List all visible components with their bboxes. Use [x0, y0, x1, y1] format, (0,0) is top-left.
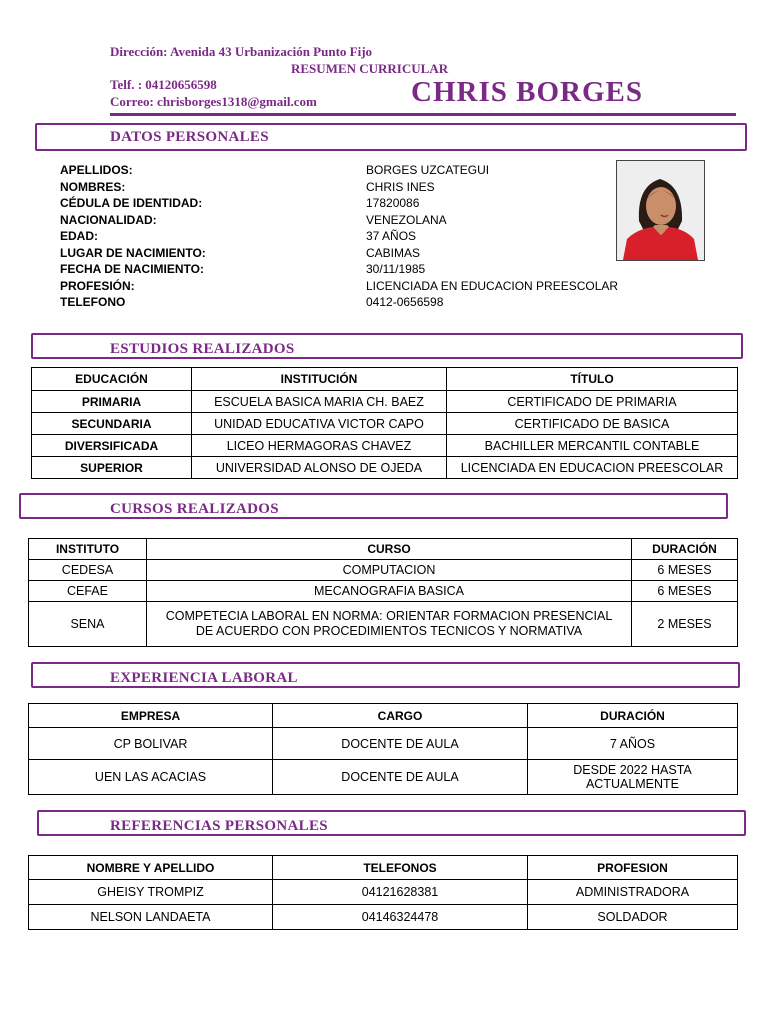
table-cell: UEN LAS ACACIAS — [29, 760, 273, 795]
table-cell: CERTIFICADO DE PRIMARIA — [447, 391, 738, 413]
section-experience-title: EXPERIENCIA LABORAL — [110, 670, 298, 686]
portrait-image — [617, 161, 704, 260]
header-empresa: EMPRESA — [29, 704, 273, 728]
table-row — [32, 413, 738, 435]
header-phone: Telf. : 04120656598 — [110, 77, 217, 92]
table-cell: DOCENTE DE AULA — [273, 728, 528, 760]
value-apellidos: BORGES UZCATEGUI — [366, 163, 490, 177]
header-instituto: INSTITUTO — [29, 539, 147, 560]
section-studies-title: ESTUDIOS REALIZADOS — [110, 341, 295, 357]
header-telefonos: TELEFONOS — [273, 856, 528, 880]
header-duracion: DURACIÓN — [528, 704, 738, 728]
table-cell: COMPETECIA LABORAL EN NORMA: ORIENTAR FORMACION PRESENCIAL DE ACUERDO CON PROCEDIMIENTOS TECNICOS Y NORMATIVA — [147, 602, 632, 647]
table-cell: SENA — [29, 602, 147, 647]
table-cell: SECUNDARIA — [32, 413, 192, 435]
label-cedula: CÉDULA DE IDENTIDAD: — [60, 196, 203, 210]
table-cell: ADMINISTRADORA — [528, 880, 738, 905]
table-cell: BACHILLER MERCANTIL CONTABLE — [447, 435, 738, 457]
label-lugar-nacimiento: LUGAR DE NACIMIENTO: — [60, 245, 206, 260]
table-cell: 2 MESES — [632, 602, 738, 647]
table-cell: 7 AÑOS — [528, 728, 738, 760]
table-cell: CEDESA — [29, 560, 147, 581]
table-cell: CP BOLIVAR — [29, 728, 273, 760]
table-cell: LICEO HERMAGORAS CHAVEZ — [192, 435, 447, 457]
table-cell: CERTIFICADO DE BASICA — [447, 413, 738, 435]
experience-table — [28, 703, 738, 795]
value-lugar-nacimiento: CABIMAS — [366, 245, 421, 260]
candidate-name: CHRIS BORGES — [411, 76, 643, 108]
table-row — [32, 457, 738, 479]
table-row — [29, 880, 738, 905]
table-row — [29, 760, 738, 795]
table-header-row — [32, 368, 738, 391]
table-cell: MECANOGRAFIA BASICA — [147, 581, 632, 602]
studies-table — [31, 367, 738, 479]
personal-labels — [60, 162, 360, 311]
courses-table — [28, 538, 738, 647]
header-profesion: PROFESION — [528, 856, 738, 880]
header-duracion: DURACIÓN — [632, 539, 738, 560]
table-cell: SOLDADOR — [528, 905, 738, 930]
value-nombres: CHRIS INES — [366, 179, 435, 194]
value-profesion: LICENCIADA EN EDUCACION PREESCOLAR — [366, 278, 619, 293]
table-row — [32, 391, 738, 413]
label-nacionalidad: NACIONALIDAD: — [60, 212, 157, 227]
header-address: Dirección: Avenida 43 Urbanización Punto Fijo — [110, 44, 373, 59]
label-profesion: PROFESIÓN: — [60, 278, 135, 293]
label-nombres: NOMBRES: — [60, 179, 126, 194]
table-row — [29, 602, 738, 647]
profile-photo — [616, 160, 705, 261]
table-cell: LICENCIADA EN EDUCACION PREESCOLAR — [447, 457, 738, 479]
table-row — [29, 905, 738, 930]
value-telefono: 0412-0656598 — [366, 295, 444, 309]
label-telefono: TELEFONO — [60, 295, 126, 309]
header-divider — [110, 113, 736, 116]
value-edad: 37 AÑOS — [366, 229, 417, 243]
table-header-row — [29, 539, 738, 560]
table-row — [29, 560, 738, 581]
table-header-row — [29, 856, 738, 880]
value-fecha-nacimiento: 30/11/1985 — [366, 262, 426, 276]
table-cell: 6 MESES — [632, 581, 738, 602]
table-cell: DIVERSIFICADA — [32, 435, 192, 457]
table-cell: COMPUTACION — [147, 560, 632, 581]
value-cedula: 17820086 — [366, 196, 420, 210]
table-cell: UNIVERSIDAD ALONSO DE OJEDA — [192, 457, 447, 479]
table-cell: ESCUELA BASICA MARIA CH. BAEZ — [192, 391, 447, 413]
table-header-row — [29, 704, 738, 728]
table-cell: UNIDAD EDUCATIVA VICTOR CAPO — [192, 413, 447, 435]
header-nombre-apellido: NOMBRE Y APELLIDO — [29, 856, 273, 880]
header-institucion: INSTITUCIÓN — [192, 368, 447, 391]
table-cell: SUPERIOR — [32, 457, 192, 479]
table-row — [32, 435, 738, 457]
table-cell: GHEISY TROMPIZ — [29, 880, 273, 905]
header-email[interactable]: Correo: chrisborges1318@gmail.com — [110, 94, 317, 109]
table-cell: CEFAE — [29, 581, 147, 602]
section-personal-title: DATOS PERSONALES — [110, 129, 269, 145]
table-cell: DESDE 2022 HASTA ACTUALMENTE — [528, 760, 738, 795]
label-fecha-nacimiento: FECHA DE NACIMIENTO: — [60, 262, 204, 276]
table-row — [29, 728, 738, 760]
label-apellidos: APELLIDOS: — [60, 163, 133, 177]
table-cell: 04121628381 — [273, 880, 528, 905]
header-cargo: CARGO — [273, 704, 528, 728]
section-references-title: REFERENCIAS PERSONALES — [110, 818, 328, 834]
value-nacionalidad: VENEZOLANA — [366, 212, 447, 227]
table-cell: NELSON LANDAETA — [29, 905, 273, 930]
label-edad: EDAD: — [60, 229, 98, 243]
table-cell: 6 MESES — [632, 560, 738, 581]
section-courses-title: CURSOS REALIZADOS — [110, 501, 279, 517]
table-cell: 04146324478 — [273, 905, 528, 930]
header-resumen: RESUMEN CURRICULAR — [291, 61, 449, 76]
table-cell: PRIMARIA — [32, 391, 192, 413]
table-row — [29, 581, 738, 602]
header-titulo: TÍTULO — [447, 368, 738, 391]
table-cell: DOCENTE DE AULA — [273, 760, 528, 795]
references-table — [28, 855, 738, 930]
header-educacion: EDUCACIÓN — [32, 368, 192, 391]
header-curso: CURSO — [147, 539, 632, 560]
